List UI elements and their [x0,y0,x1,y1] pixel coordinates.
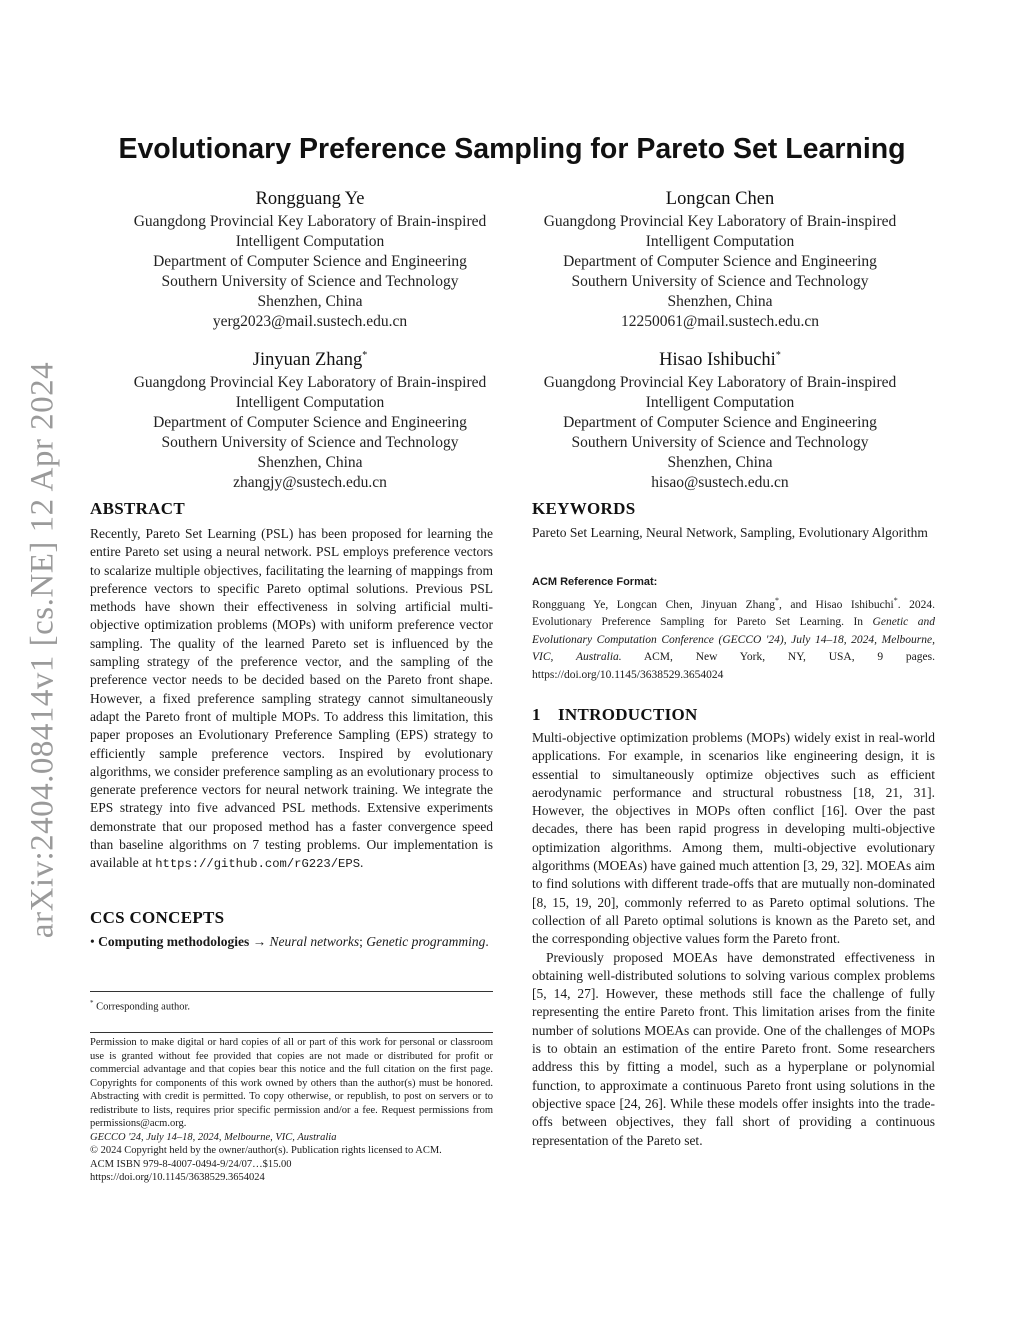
author-name-text: Jinyuan Zhang [252,350,363,371]
acm-reference-paper: Evolutionary Preference Sampling for Pareto Set Learning. In [532,616,864,629]
section-title: INTRODUCTION [558,705,698,724]
intro-body [532,729,935,1150]
author-block [90,184,530,332]
author-mark: * [893,595,898,605]
author-block [90,345,530,493]
acm-reference-year: . 2024. [897,598,935,611]
ccs-item: Genetic programming [366,934,486,949]
isbn-line: ACM ISBN 979-8-4007-0494-9/24/07…$15.00 [90,1158,292,1170]
footnote-text: Corresponding author. [96,1001,191,1013]
intro-paragraph: Previously proposed MOEAs have demonstrated effectiveness in obtaining well-distributed solutions to solving various complex problems [5, 14, 27]. However, these methods still face the challenge of fully representing the entire Pareto front. This limitation arises from the finite number of solutions MOEAs can provide. One of the challenges of MOPs is to obtain an estimation of the entire Pareto front. Some researchers address this by fitting a model, such as a hyperplane or polynomial function, to approximate a continuous Pareto front using solutions in the objective space [24, 26]. While these models offer insights into the trade-offs between objectives, they fall short of providing a continuous representation of the Pareto set. [532,949,935,1148]
author-affiliation: Guangdong Provincial Key Laboratory of Brain-inspired [133,374,487,392]
section-number: 1 [532,705,541,724]
acm-reference-authors: Rongguang Ye, Longcan Chen, Jinyuan Zhang [532,598,775,611]
author-university: Southern University of Science and Technology [161,273,459,291]
author-affiliation: Intelligent Computation [235,233,385,251]
acm-reference-rest: ACM, New York, NY, USA, 9 pages. https://doi.org/10.1145/3638529.3654024 [532,651,935,681]
intro-paragraph: Multi-objective optimization problems (MOPs) widely exist in real-world applications. For example, in scenarios like engineering design, it is essential to simultaneously optimize objectives such as efficient aerodynamic performance and structural robustness [18, 21, 31]. However, the objectives in MOPs often conflict [16]. Over the past decades, there has been rapid progress in developing multi-objective optimization algorithms. Among them, multi-objective evolutionary algorithms (MOEAs) have gained much attention [3, 29, 32]. MOEAs aim to find solutions with different trade-offs that are mutually non-dominated [8, 15, 19, 20], commonly referred to as Pareto optimal solutions. The collection of all Pareto optimal solutions is known as the Pareto set, and the corresponding objective values form the Pareto front. [532,730,935,947]
paper-title: Evolutionary Preference Sampling for Pareto Set Learning [118,133,906,165]
acm-reference [532,574,935,684]
footnote-rule [90,991,493,992]
arrow-icon: → [252,934,267,949]
author-city: Shenzhen, China [257,293,363,311]
author-name [500,184,940,210]
author-university: Southern University of Science and Technology [571,273,869,291]
abstract-heading: ABSTRACT [90,499,185,518]
author-city: Shenzhen, China [667,293,773,311]
author-university: Southern University of Science and Technology [161,434,459,452]
author-name-text: Hisao Ishibuchi [659,350,776,371]
repo-link[interactable]: https://github.com/rG223/EPS [155,857,361,872]
author-affiliation: Intelligent Computation [645,394,795,412]
author-university: Southern University of Science and Technology [571,434,869,452]
abstract-body [90,525,493,874]
author-name-text: Rongguang Ye [255,189,365,210]
abstract-text: Recently, Pareto Set Learning (PSL) has been proposed for learning the entire Pareto set using a neural network. PSL employs preference vectors to scalarize multiple objectives, facilitating the learning of mappings from preference vectors to specific Pareto optimal solutions. Previous PSL methods have shown their effectiveness in solving artificial multi-objective optimization problems (MOPs) with uniform preference vector sampling. The quality of the learned Pareto set is influenced by the sampling strategy of the preference vector, and the sampling of the preference vector needs to be decided based on the Pareto front shape. However, a fixed preference sampling strategy cannot simultaneously adapt the Pareto front of multiple MOPs. To address this limitation, this paper proposes an Evolutionary Preference Sampling (EPS) strategy to efficiently sample preference vectors. Inspired by evolutionary algorithms, we consider preference sampling as an evolutionary process to generate preference vectors for neural network training. We integrate the EPS strategy into five advanced PSL methods. Extensive experiments demonstrate that our proposed method has a faster convergence speed than baseline algorithms on 7 testing problems. Our implementation is available at [90,526,493,871]
author-department: Department of Computer Science and Engineering [153,253,467,271]
copyright-line: © 2024 Copyright held by the owner/author(s). Publication rights licensed to ACM. [90,1145,442,1156]
author-block [500,345,940,493]
author-mark: * [362,350,368,361]
author-name-text: Longcan Chen [665,189,775,210]
author-name [500,345,940,371]
author-city: Shenzhen, China [257,454,363,472]
intro-heading [532,705,698,725]
author-affiliation: Intelligent Computation [645,233,795,251]
ccs-item: Neural networks [269,934,360,949]
arxiv-stamp-text: arXiv:2404.08414v1 [cs.NE] 12 Apr 2024 [24,361,61,939]
author-email: 12250061@mail.sustech.edu.cn [620,313,820,331]
author-email: yerg2023@mail.sustech.edu.cn [212,313,408,331]
author-block [500,184,940,332]
author-affiliation: Guangdong Provincial Key Laboratory of Brain-inspired [543,213,897,231]
acm-reference-venue: Genetic and Evolutionary Computation Conference (GECCO '24), July 14–18, 2024, Melbourne, VIC, Australia. [532,616,936,664]
author-mark: * [774,595,779,605]
acm-reference-authors: , and Hisao Ishibuchi [778,598,894,611]
author-affiliation: Intelligent Computation [235,394,385,412]
author-email: hisao@sustech.edu.cn [651,474,789,492]
abstract-paragraph [90,525,493,874]
footnote [90,996,493,1015]
author-email: zhangjy@sustech.edu.cn [233,474,387,492]
permission-rule [90,1032,493,1033]
author-affiliation: Guangdong Provincial Key Laboratory of Brain-inspired [543,374,897,392]
keywords-body [532,524,935,542]
doi-link[interactable]: https://doi.org/10.1145/3638529.3654024 [90,1172,265,1183]
acm-reference-label: ACM Reference Format: [532,576,658,588]
author-city: Shenzhen, China [667,454,773,472]
ccs-heading: CCS CONCEPTS [90,908,225,927]
footnote-mark: * [90,999,94,1007]
abstract-end: . [360,855,364,871]
keywords-heading: KEYWORDS [532,499,636,518]
ccs-end: . [485,934,489,949]
author-department: Department of Computer Science and Engineering [563,414,877,432]
ccs-separator: ; [359,934,363,949]
acm-reference-text [532,592,935,685]
permission-block [90,1036,493,1185]
ccs-concepts [90,933,493,951]
arxiv-stamp [18,355,68,945]
keywords-text: Pareto Set Learning, Neural Network, Sampling, Evolutionary Algorithm [532,525,928,540]
venue-line: GECCO '24, July 14–18, 2024, Melbourne, VIC, Australia [90,1131,337,1143]
author-name [90,184,530,210]
bullet: • [90,934,95,949]
author-affiliation: Guangdong Provincial Key Laboratory of Brain-inspired [133,213,487,231]
ccs-term: Computing methodologies [98,934,250,949]
author-mark: * [775,350,781,361]
author-name [90,345,530,371]
permission-text: Permission to make digital or hard copies of all or part of this work for personal or classroom use is granted without fee provided that copies are not made or distributed for profit or commercial advantage and that copies bear this notice and the full citation on the first page. Copyrights for components of this work owned by others than the author(s) must be honored. Abstracting with credit is permitted. To copy otherwise, or republish, to post on servers or to redistribute to lists, requires prior specific permission and/or a fee. Request permissions from permissions@acm.org. [90,1037,493,1129]
author-department: Department of Computer Science and Engineering [563,253,877,271]
author-department: Department of Computer Science and Engineering [153,414,467,432]
